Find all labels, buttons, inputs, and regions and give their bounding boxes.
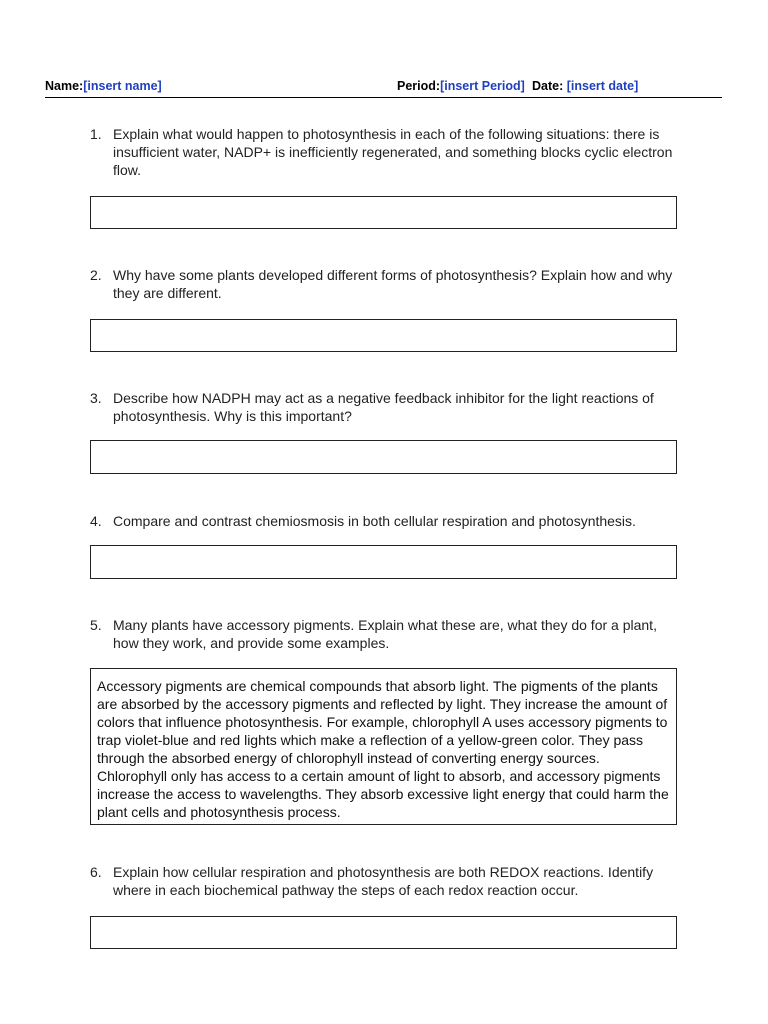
date-field[interactable] <box>532 77 722 98</box>
answer-box-2[interactable] <box>90 319 677 352</box>
question-text: Explain what would happen to photosynthesis in each of the following situations: there is insufficient water, NADP+ is inefficiently regenerated, and something blocks cyclic electron flow. <box>113 126 673 178</box>
name-label: Name: <box>45 79 84 93</box>
name-value[interactable]: [insert name] <box>83 79 162 93</box>
date-label: Date: <box>532 79 564 93</box>
question-number: 2. <box>90 267 102 283</box>
question-4 <box>90 512 680 530</box>
question-number: 4. <box>90 513 102 529</box>
question-5 <box>90 616 680 652</box>
question-text: Why have some plants developed different forms of photosynthesis? Explain how and why they are different. <box>113 267 673 301</box>
question-number: 5. <box>90 617 102 633</box>
question-6 <box>90 863 680 899</box>
answer-box-6[interactable] <box>90 916 677 949</box>
question-2 <box>90 266 680 302</box>
question-number: 1. <box>90 126 102 142</box>
question-number: 6. <box>90 864 102 880</box>
period-label: Period: <box>397 79 441 93</box>
question-number: 3. <box>90 390 102 406</box>
question-text: Many plants have accessory pigments. Explain what these are, what they do for a plant, how they work, and provide some examples. <box>113 617 657 651</box>
answer-box-5[interactable]: Accessory pigments are chemical compounds that absorb light. The pigments of the plants are absorbed by the accessory pigments and reflected by light. They increase the amount of colors that influence photosynthesis. For example, chlorophyll A uses accessory pigments to trap violet-blue and red lights which make a reflection of a yellow-green color. They pass through the absorbed energy of chlorophyll instead of converting energy sources. Chlorophyll only has access to a certain amount of light to absorb, and accessory pigments increase the access to wavelengths. They absorb excessive light energy that could harm the plant cells and photosynthesis process. <box>90 668 677 825</box>
question-text: Compare and contrast chemiosmosis in both cellular respiration and photosynthesis. <box>113 513 636 529</box>
question-text: Describe how NADPH may act as a negative feedback inhibitor for the light reactions of photosynthesis. Why is this important? <box>113 390 654 424</box>
answer-box-1[interactable] <box>90 196 677 229</box>
question-1 <box>90 125 680 179</box>
question-text: Explain how cellular respiration and photosynthesis are both REDOX reactions. Identify where in each biochemical pathway the steps of each redox reaction occur. <box>113 864 654 898</box>
answer-box-4[interactable] <box>90 545 677 579</box>
period-value[interactable]: [insert Period] <box>440 79 525 93</box>
name-field[interactable] <box>45 77 397 98</box>
question-3 <box>90 389 680 425</box>
answer-box-3[interactable] <box>90 440 677 474</box>
period-field[interactable] <box>397 77 532 98</box>
worksheet-header <box>45 77 722 99</box>
date-value[interactable]: [insert date] <box>566 79 639 93</box>
